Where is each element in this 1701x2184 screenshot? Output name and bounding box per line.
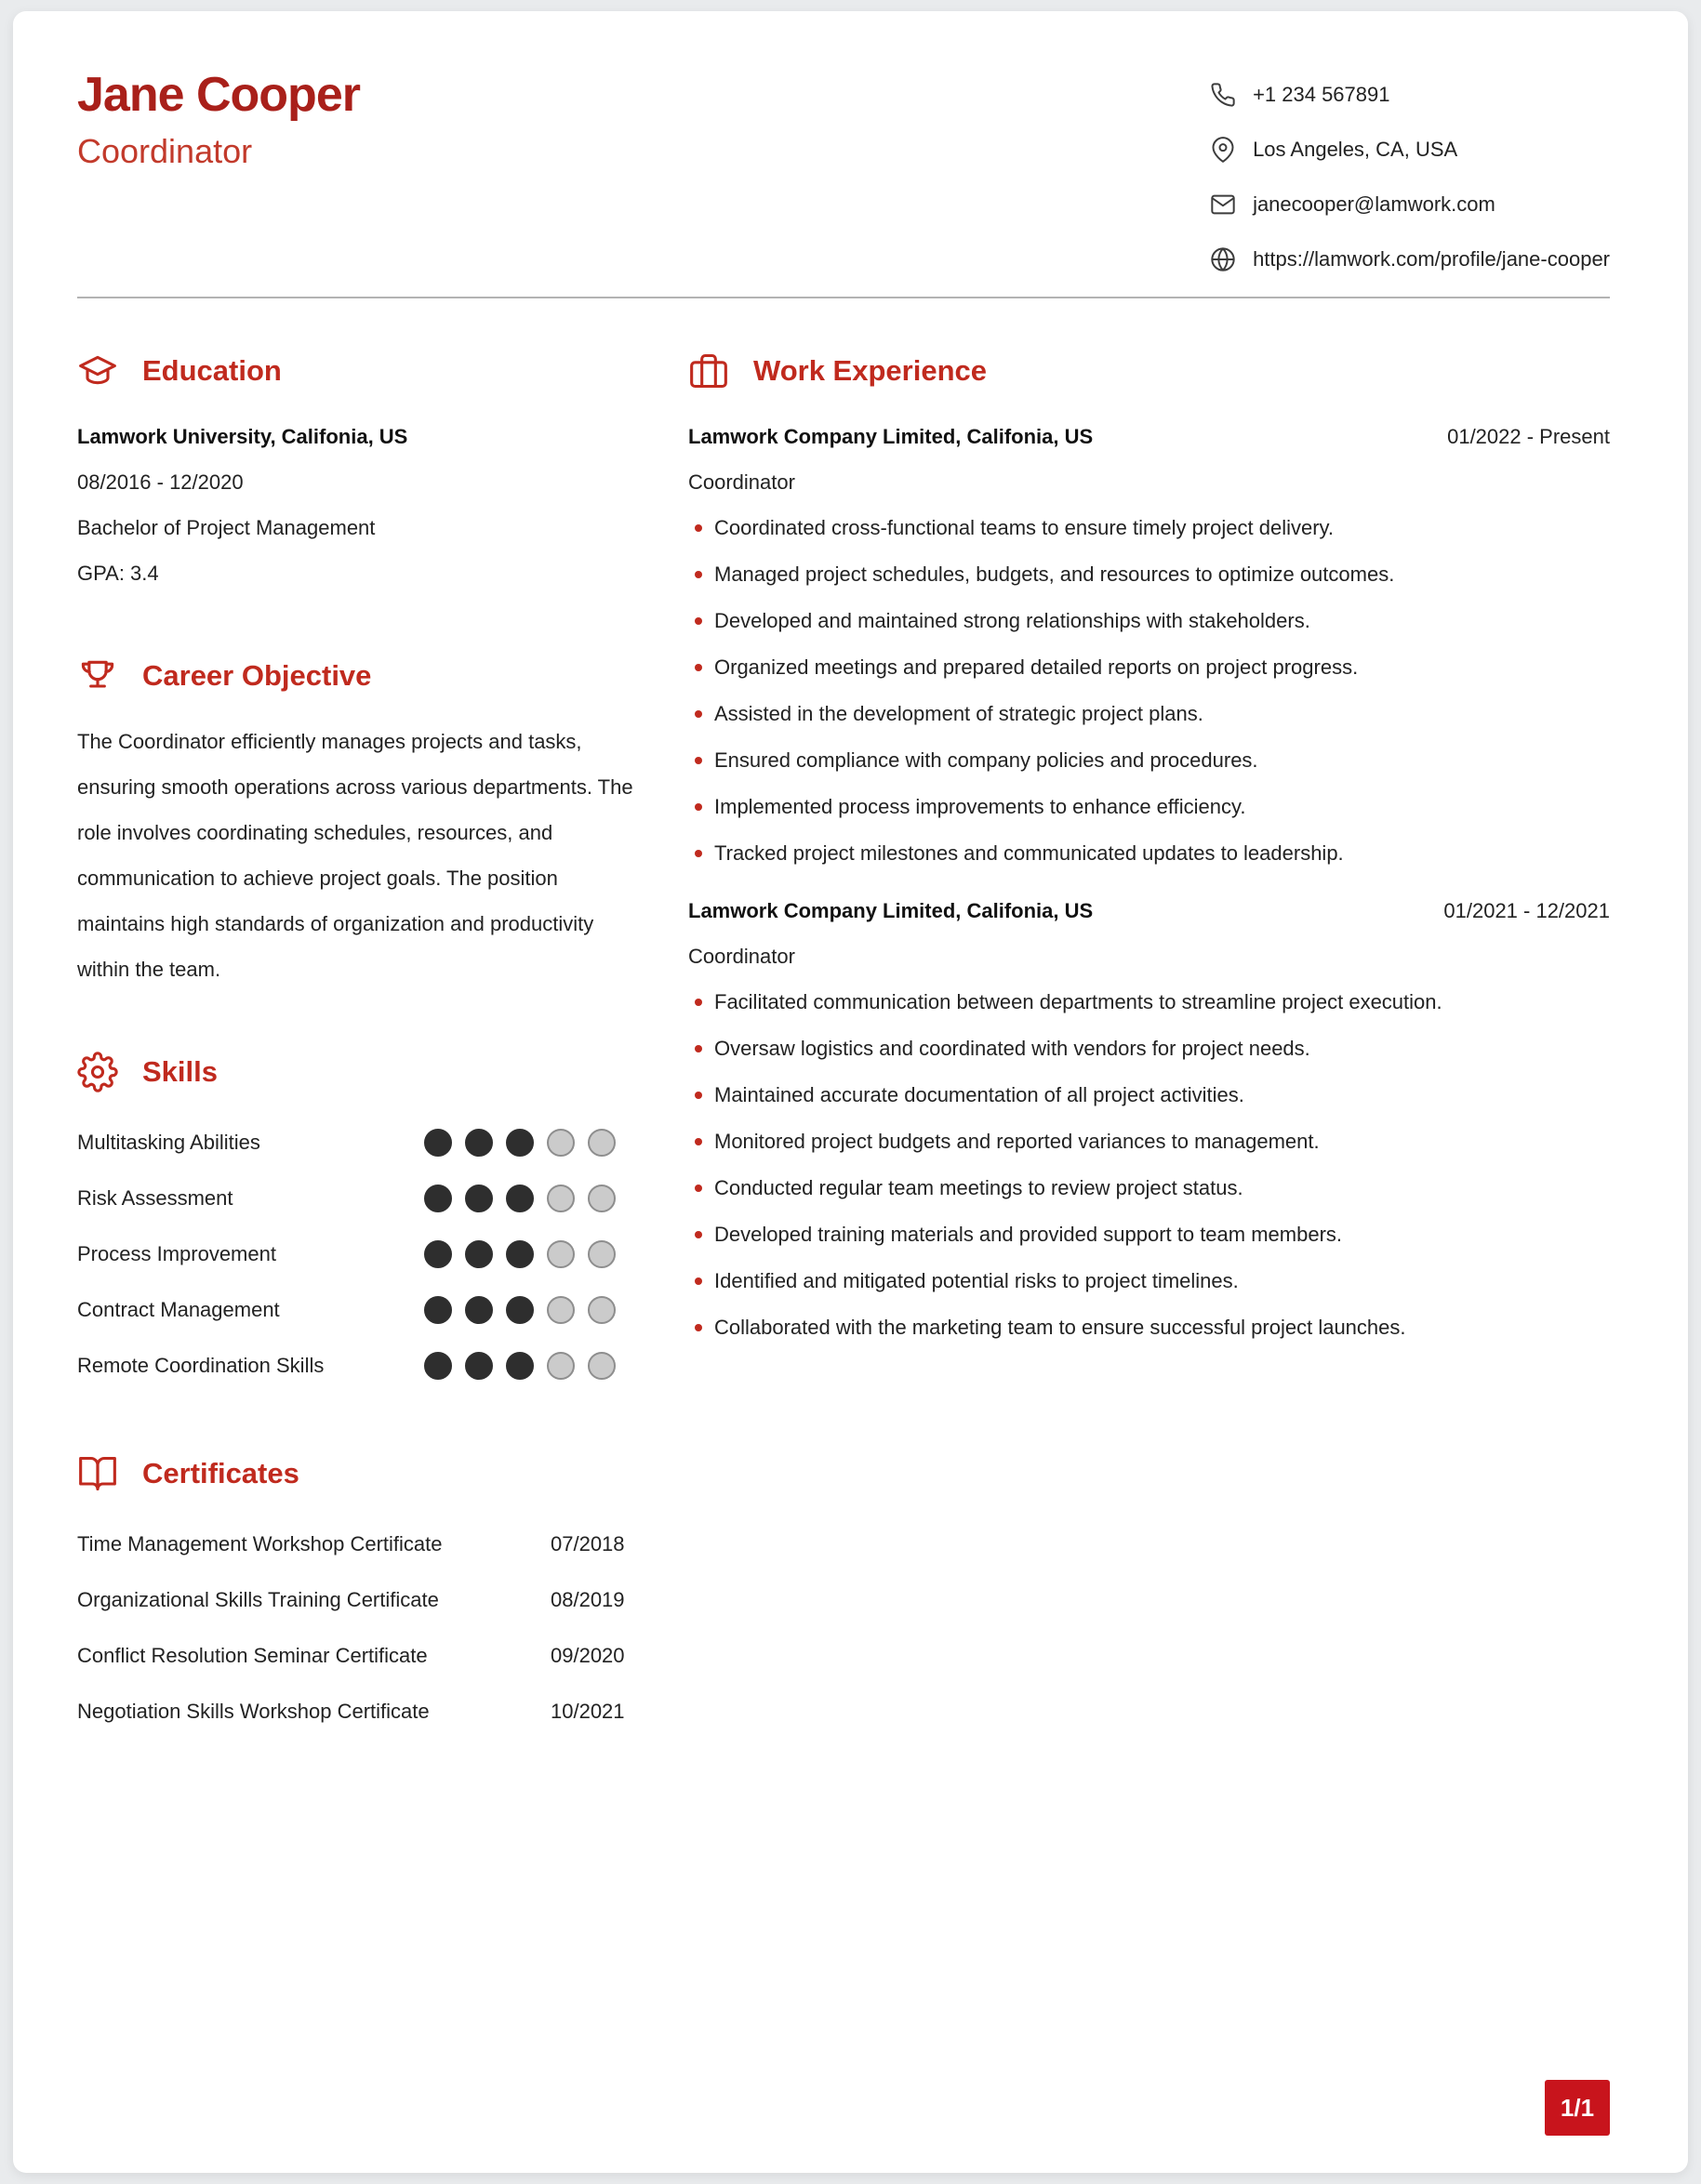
certificate-row [77,1628,636,1684]
job-bullet: Implemented process improvements to enhance efficiency. [688,784,1610,830]
education-heading: Education [142,354,282,387]
left-column [77,351,636,1740]
job-bullet: Monitored project budgets and reported variances to management. [688,1118,1610,1165]
skill-row [77,1338,636,1394]
job-bullets [688,979,1610,1351]
job-bullet: Tracked project milestones and communicated updates to leadership. [688,830,1610,877]
skill-dot-filled [465,1129,493,1157]
education-section-header [77,351,636,391]
skill-level-dots [424,1352,616,1380]
person-name: Jane Cooper [77,68,360,122]
job-bullet: Organized meetings and prepared detailed reports on project progress. [688,644,1610,691]
education-section [77,351,636,596]
contact-info [1210,67,1610,272]
work-experience-section [688,351,1610,1351]
skill-dot-empty [588,1296,616,1324]
job-bullet: Maintained accurate documentation of all project activities. [688,1072,1610,1118]
skill-row [77,1115,636,1171]
briefcase-icon [688,351,729,391]
job-role: Coordinator [688,470,795,494]
certificate-date: 08/2019 [551,1588,625,1611]
skill-dot-empty [588,1185,616,1212]
skill-dot-filled [424,1185,452,1212]
certificate-name: Conflict Resolution Seminar Certificate [77,1644,428,1667]
job-bullet: Identified and mitigated potential risks to project timelines. [688,1258,1610,1304]
career-objective-text: The Coordinator efficiently manages projects and tasks, ensuring smooth operations across various departments. The role involves coordinating schedules, resources, and communication to achieve project goals. The position maintains high standards of organization and productivity within the team. [77,730,633,981]
resume-page [13,11,1688,2173]
page-indicator: 1/1 [1545,2080,1610,2136]
gear-icon [77,1052,118,1092]
skill-dot-filled [465,1185,493,1212]
career-objective-section [77,655,636,992]
career-objective-section-header [77,655,636,696]
skill-dot-filled [506,1296,534,1324]
job-bullets [688,505,1610,877]
skill-name: Risk Assessment [77,1186,233,1210]
skill-level-dots [424,1296,616,1324]
certificates-section [77,1453,636,1740]
certificate-date: 07/2018 [551,1532,625,1555]
job-bullet: Collaborated with the marketing team to ensure successful project launches. [688,1304,1610,1351]
email-icon [1210,192,1236,218]
certificate-row [77,1516,636,1572]
job-entry [688,888,1610,1351]
skill-dot-empty [547,1129,575,1157]
work-experience-section-header [688,351,1610,391]
skills-section-header [77,1052,636,1092]
skill-dot-filled [424,1352,452,1380]
phone-icon [1210,82,1236,108]
skill-dot-filled [465,1240,493,1268]
skill-dot-empty [588,1129,616,1157]
jobs-list [688,414,1610,1351]
skill-row [77,1226,636,1282]
job-company: Lamwork Company Limited, Califonia, US [688,425,1094,448]
skill-dot-filled [424,1296,452,1324]
skills-heading: Skills [142,1055,218,1088]
contact-text: +1 234 567891 [1253,83,1390,106]
certificate-name: Negotiation Skills Workshop Certificate [77,1700,430,1723]
skill-dot-empty [547,1185,575,1212]
skill-dot-filled [424,1240,452,1268]
certificates-heading: Certificates [142,1457,299,1489]
content-columns [77,351,1610,1740]
skill-dot-empty [547,1240,575,1268]
job-bullet: Oversaw logistics and coordinated with vendors for project needs. [688,1026,1610,1072]
job-bullet: Developed training materials and provided support to team members. [688,1211,1610,1258]
skill-dot-filled [506,1240,534,1268]
skill-name: Contract Management [77,1298,280,1321]
certificate-name: Time Management Workshop Certificate [77,1532,443,1555]
education-dates: 08/2016 - 12/2020 [77,470,244,494]
contact-text: Los Angeles, CA, USA [1253,138,1458,161]
job-bullet: Developed and maintained strong relationships with stakeholders. [688,598,1610,644]
contact-row [1210,82,1610,108]
job-company: Lamwork Company Limited, Califonia, US [688,899,1094,922]
person-job-title: Coordinator [77,132,253,170]
skill-dot-empty [547,1352,575,1380]
certificate-name: Organizational Skills Training Certificate [77,1588,439,1611]
certificate-row [77,1684,636,1740]
skill-level-dots [424,1240,616,1268]
contact-row [1210,137,1610,163]
skill-row [77,1282,636,1338]
open-book-icon [77,1453,118,1494]
education-school: Lamwork University, Califonia, US [77,425,408,448]
location-icon [1210,137,1236,163]
job-header [688,888,1610,933]
job-entry [688,414,1610,877]
career-objective-heading: Career Objective [142,659,372,692]
job-role: Coordinator [688,945,795,968]
skills-list [77,1115,636,1394]
right-column [688,351,1610,1351]
job-bullet: Ensured compliance with company policies and procedures. [688,737,1610,784]
skill-dot-filled [465,1296,493,1324]
skill-dot-filled [506,1352,534,1380]
skill-level-dots [424,1185,616,1212]
job-bullet: Facilitated communication between departments to streamline project execution. [688,979,1610,1026]
skill-dot-filled [506,1129,534,1157]
skill-row [77,1171,636,1226]
job-header [688,414,1610,459]
certificates-list [77,1516,636,1740]
skill-name: Multitasking Abilities [77,1131,260,1154]
work-experience-heading: Work Experience [753,354,987,387]
certificate-date: 10/2021 [551,1700,625,1723]
skill-name: Process Improvement [77,1242,276,1265]
skill-dot-filled [424,1129,452,1157]
contact-row [1210,192,1610,218]
education-degree: Bachelor of Project Management [77,516,376,539]
job-bullet: Coordinated cross-functional teams to ensure timely project delivery. [688,505,1610,551]
skills-section [77,1052,636,1394]
website-icon [1210,246,1236,272]
certificate-date: 09/2020 [551,1644,625,1667]
contact-row [1210,246,1610,272]
education-gpa: GPA: 3.4 [77,562,159,585]
header [77,11,1610,272]
contact-text: janecooper@lamwork.com [1253,192,1495,216]
job-dates: 01/2021 - 12/2021 [1443,899,1610,922]
certificates-section-header [77,1453,636,1494]
contact-text: https://lamwork.com/profile/jane-cooper [1253,247,1610,271]
trophy-icon [77,655,118,696]
skill-name: Remote Coordination Skills [77,1354,325,1377]
skill-dot-filled [465,1352,493,1380]
identity-block [77,67,360,272]
certificate-row [77,1572,636,1628]
header-divider [77,297,1610,298]
skill-level-dots [424,1129,616,1157]
skill-dot-empty [547,1296,575,1324]
job-bullet: Conducted regular team meetings to review project status. [688,1165,1610,1211]
skill-dot-filled [506,1185,534,1212]
job-dates: 01/2022 - Present [1447,425,1610,448]
job-bullet: Assisted in the development of strategic project plans. [688,691,1610,737]
job-bullet: Managed project schedules, budgets, and resources to optimize outcomes. [688,551,1610,598]
skill-dot-empty [588,1240,616,1268]
skill-dot-empty [588,1352,616,1380]
graduation-cap-icon [77,351,118,391]
